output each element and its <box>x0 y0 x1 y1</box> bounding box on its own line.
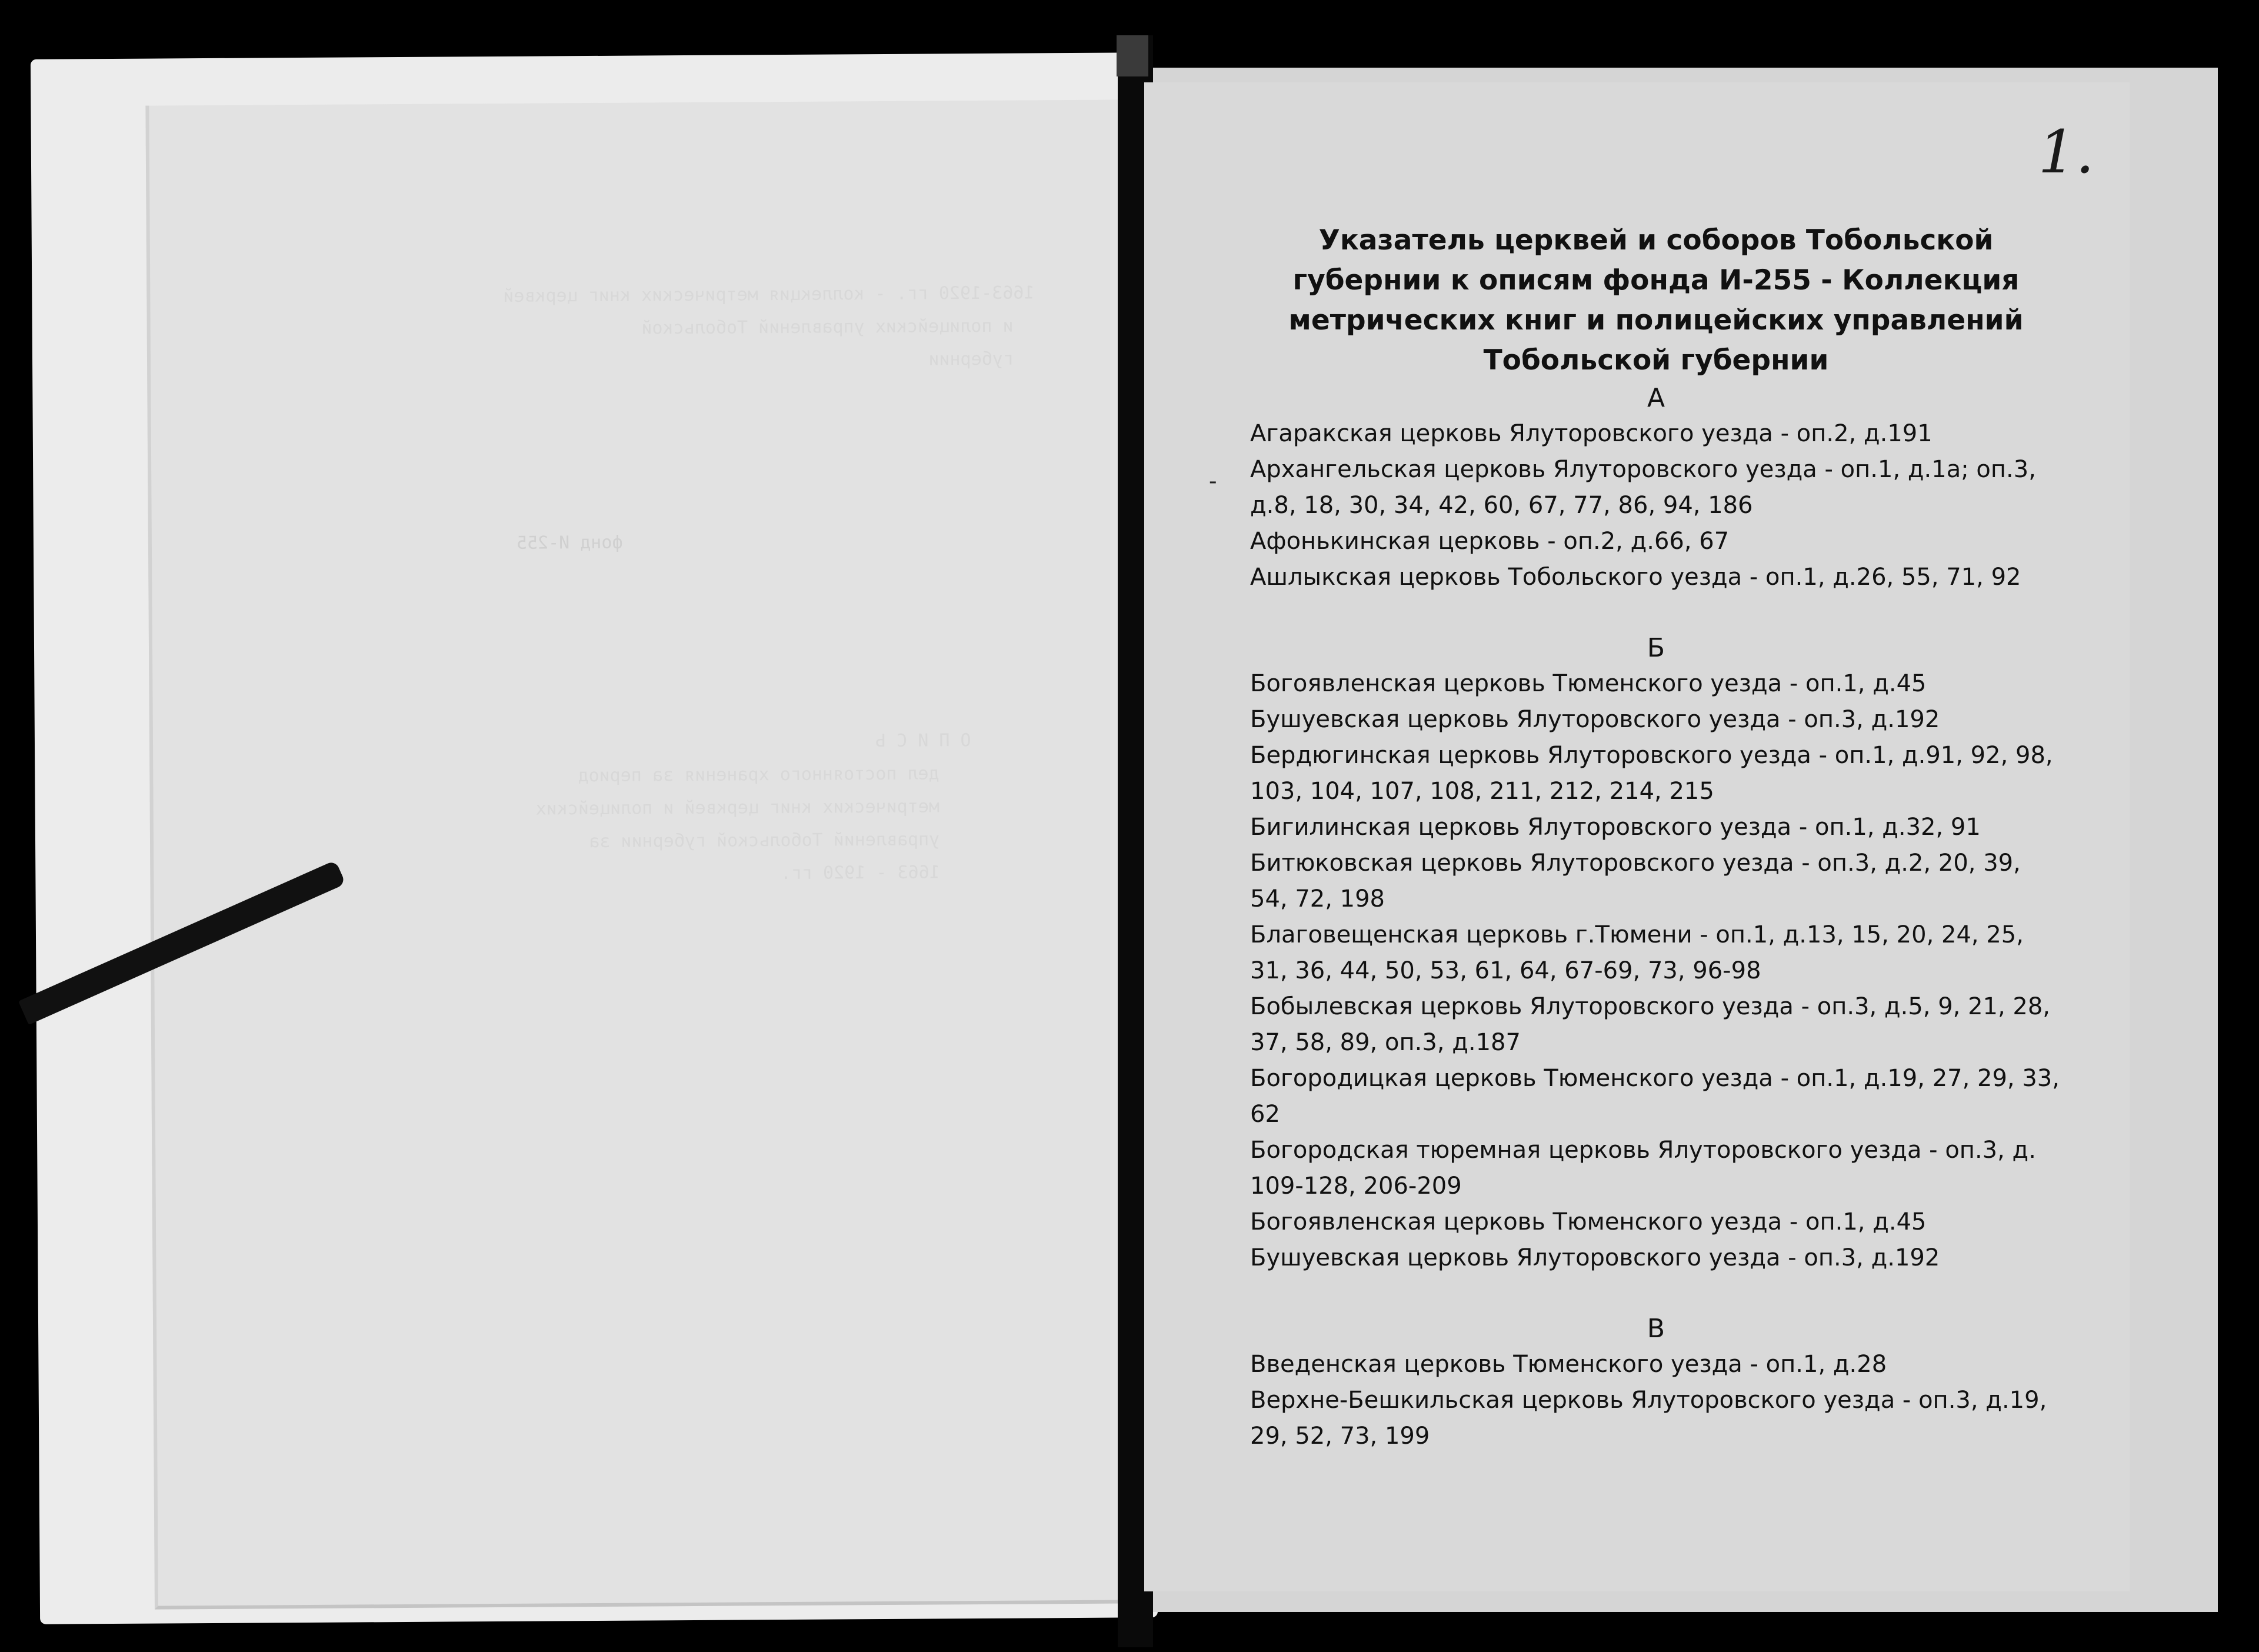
index-entry: Богородицкая церковь Тюменского уезда - оп.1, д.19, 27, 29, 33, 62 <box>1250 1065 2060 1128</box>
index-entry: Богоявленская церковь Тюменского уезда - оп.1, д.45 <box>1250 670 1927 697</box>
folio-number: 1. <box>2038 118 2094 186</box>
section-letter-b: Б <box>1647 633 1665 663</box>
bleed-through-text-bottom: О П И С Ь дел постоянного хранения за период метрических книг церквей и полицейских управлений Тобольской губернии за 1663 - 1920 гг. <box>535 730 972 884</box>
index-entry: Битюковская церковь Ялуторовского уезда - оп.3, д.2, 20, 39, 54, 72, 198 <box>1250 850 2021 912</box>
section-gap <box>1250 1276 2062 1311</box>
index-entry: Бушуевская церковь Ялуторовского уезда - оп.3, д.192 <box>1250 1244 1940 1271</box>
spine-clip <box>1117 35 1148 76</box>
left-page <box>31 52 1158 1624</box>
left-page-sheet <box>145 99 1170 1609</box>
index-entry: Бигилинская церковь Ялуторовского уезда - оп.1, д.32, 91 <box>1250 814 1981 841</box>
index-entry: Богоявленская церковь Тюменского уезда - оп.1, д.45 <box>1250 1208 1927 1235</box>
index-entry: Архангельская церковь Ялуторовского уезда - оп.1, д.1а; оп.3, д.8, 18, 30, 34, 42, 60, 67, 77, 86, 94, 186 <box>1250 456 2036 519</box>
index-entry: Богородская тюремная церковь Ялуторовского уезда - оп.3, д. 109-128, 206-209 <box>1250 1137 2036 1200</box>
index-entry: Благовещенская церковь г.Тюмени - оп.1, д.13, 15, 20, 24, 25, 31, 36, 44, 50, 53, 61, 64, 67-69, 73, 96-98 <box>1250 921 2024 984</box>
section-gap <box>1250 595 2062 631</box>
index-entry: Афонькинская церковь - оп.2, д.66, 67 <box>1250 528 1730 555</box>
index-entry: Введенская церковь Тюменского уезда - оп.1, д.28 <box>1250 1351 1887 1378</box>
bleed-through-text-fond: фонд И-255 <box>516 532 623 554</box>
index-entry: Ашлыкская церковь Тобольского уезда - оп.1, д.26, 55, 71, 92 <box>1250 564 2021 591</box>
index-entry: Бобылевская церковь Ялуторовского уезда - оп.3, д.5, 9, 21, 28, 37, 58, 89, оп.3, д.187 <box>1250 993 2051 1056</box>
index-entry: Агаракская церковь Ялуторовского уезда - оп.2, д.191 <box>1250 420 1933 447</box>
church-index <box>1250 221 2062 1454</box>
bleed-through-text-top: 1663-1920 гг. - коллекция метрических книг церквей и полицейских управлений Тобольской губернии <box>503 282 1035 370</box>
margin-dash: - <box>1209 468 1217 495</box>
index-entry: Верхне-Бешкильская церковь Ялуторовского уезда - оп.3, д.19, 29, 52, 73, 199 <box>1250 1387 2047 1450</box>
section-letter-v: В <box>1647 1314 1665 1344</box>
section-letter-a: А <box>1647 383 1665 413</box>
index-entry: Бушуевская церковь Ялуторовского уезда - оп.3, д.192 <box>1250 706 1940 733</box>
right-page <box>1144 82 2130 1591</box>
index-title: Указатель церквей и соборов Тобольской губернии к описям фонда И-255 - Коллекция метрических книг и полицейских управлений Тобольской губернии <box>1288 224 2024 377</box>
index-entry: Бердюгинская церковь Ялуторовского уезда - оп.1, д.91, 92, 98, 103, 104, 107, 108, 211, 212, 214, 215 <box>1250 742 2053 805</box>
